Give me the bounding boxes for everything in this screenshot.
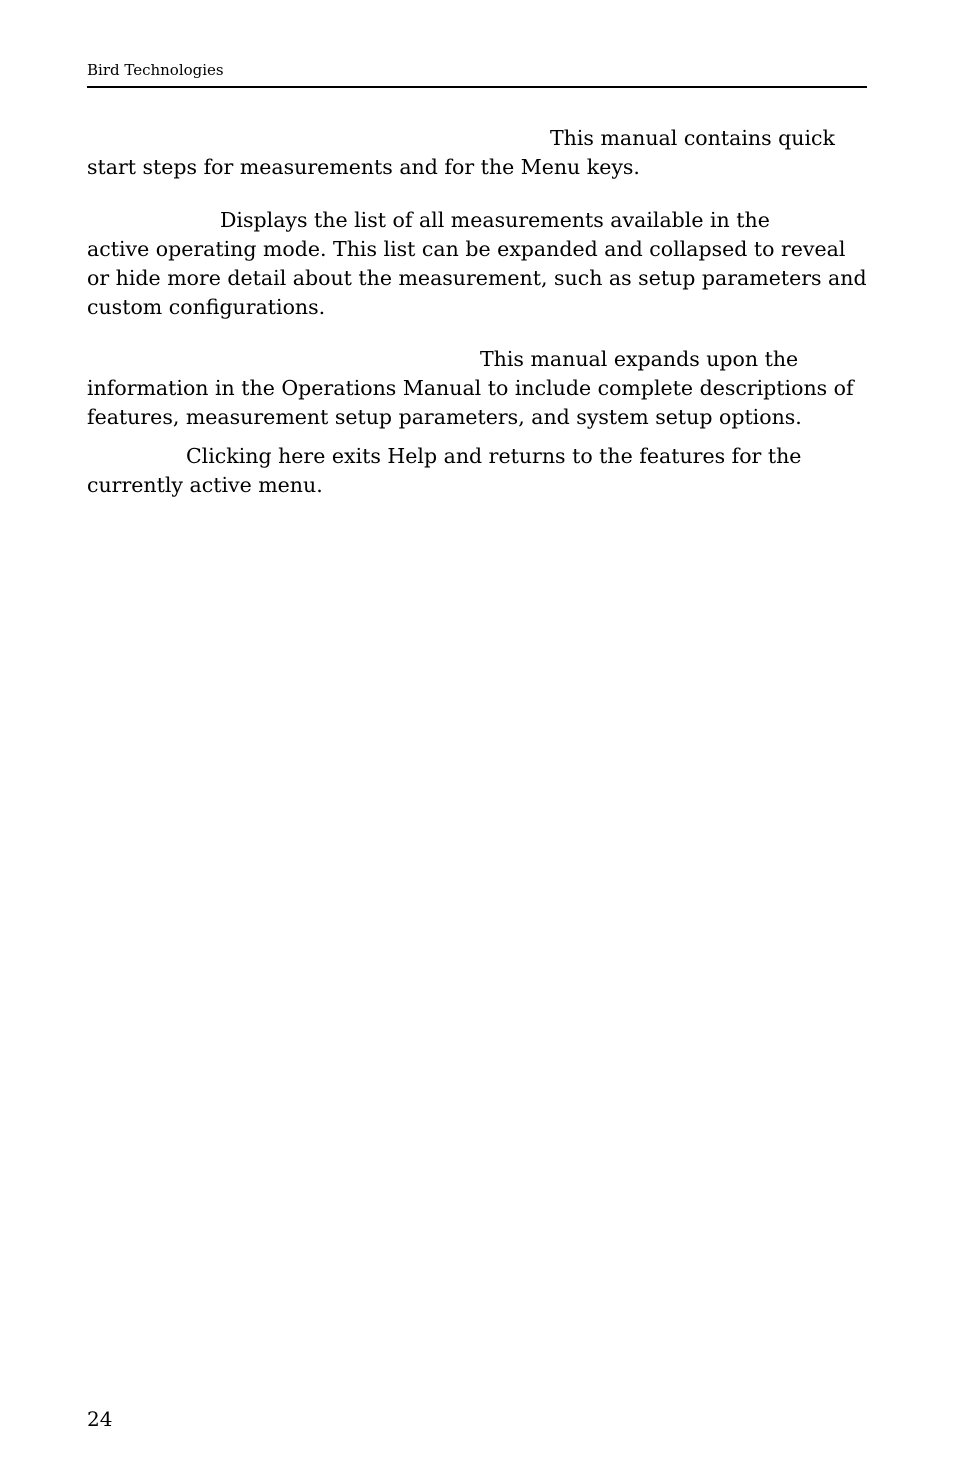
paragraph-measurements-list — [87, 206, 867, 322]
paragraph-rest-text: information in the Operations Manual to include complete descriptions of features, measurement setup parameters, and system setup options. — [87, 376, 854, 429]
paragraph-line1-text: Displays the list of all measurements available in the — [220, 208, 770, 232]
paragraph-rest-text: currently active menu. — [87, 473, 323, 497]
paragraph-rest-text: start steps for measurements and for the Menu keys. — [87, 155, 640, 179]
paragraph-line1-text: Clicking here exits Help and returns to the features for the — [186, 444, 802, 468]
paragraph-first-line — [87, 345, 867, 374]
page-number: 24 — [87, 1407, 113, 1431]
paragraph-first-line — [87, 442, 867, 471]
paragraph-line1-text: This manual expands upon the — [480, 347, 799, 371]
paragraph-exit-help — [87, 442, 867, 500]
paragraph-quick-start — [87, 124, 867, 182]
header-company-name: Bird Technologies — [87, 61, 224, 79]
paragraph-rest-text: active operating mode. This list can be expanded and collapsed to reveal or hide more detail about the measurement, such as setup parameters and custom configurations. — [87, 237, 867, 319]
page-header — [87, 60, 867, 88]
paragraph-first-line — [87, 206, 867, 235]
paragraph-first-line — [87, 124, 867, 153]
paragraph-reference-manual — [87, 345, 867, 432]
paragraph-line1-text: This manual contains quick — [550, 126, 835, 150]
